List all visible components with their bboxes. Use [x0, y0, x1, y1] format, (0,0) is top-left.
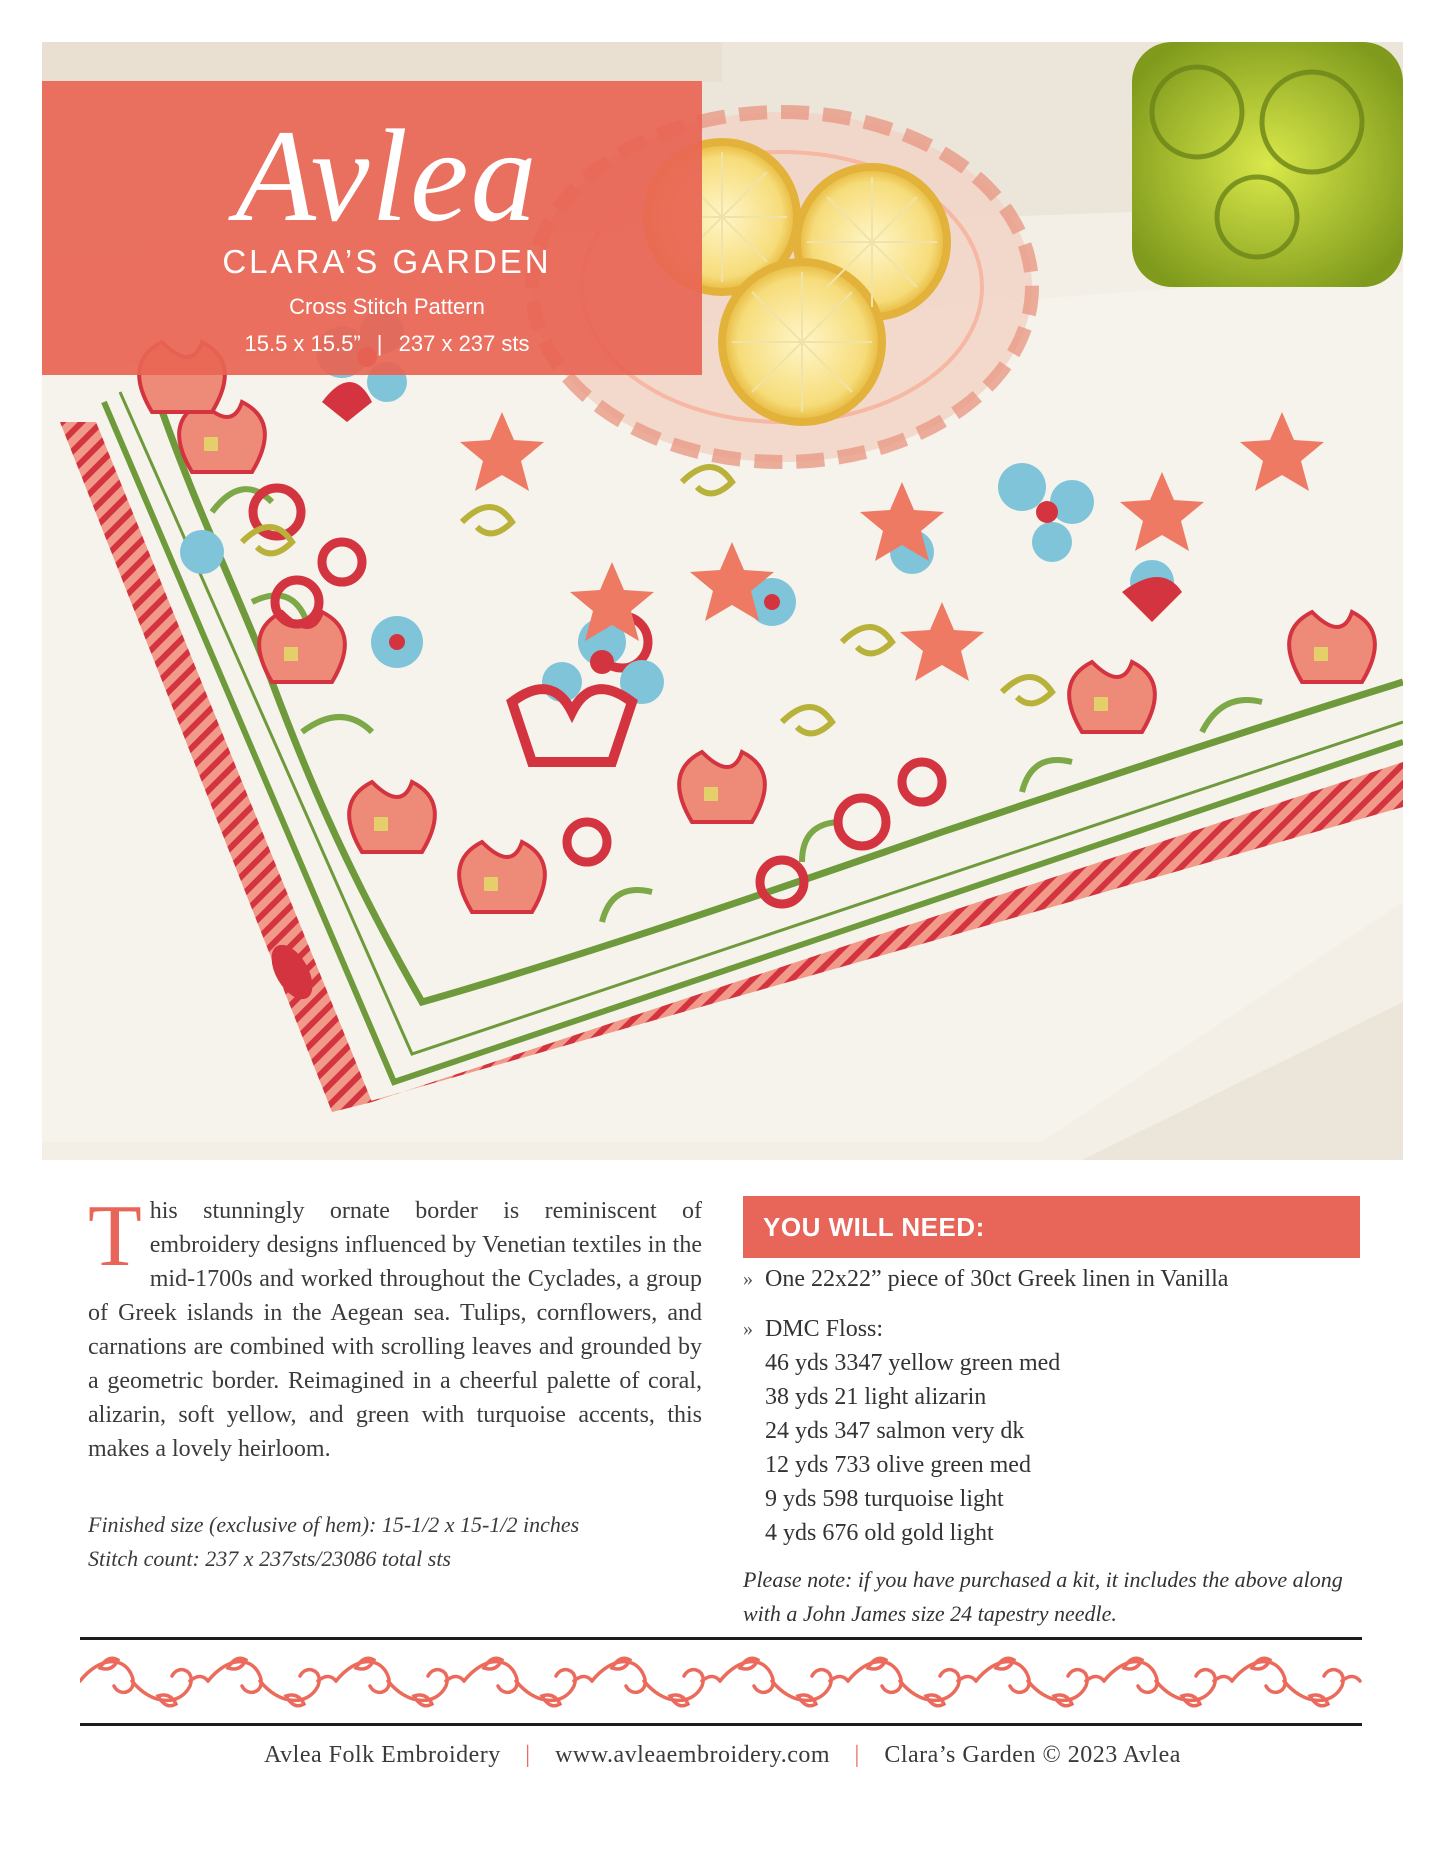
linen-item: [743, 1262, 1383, 1296]
dimension-divider: |: [376, 331, 383, 356]
floss-color: 24 yds 347 salmon very dk: [765, 1418, 1025, 1444]
bottom-rule: [80, 1723, 1362, 1726]
bullet-icon: »: [743, 1268, 753, 1290]
description: [88, 1188, 702, 1466]
floss-color: 12 yds 733 olive green med: [765, 1452, 1031, 1478]
floss-color: 9 yds 598 turquoise light: [765, 1486, 1004, 1512]
finished-size: 15.5 x 15.5”: [244, 331, 361, 356]
top-rule: [80, 1637, 1362, 1640]
pattern-dimensions: [42, 331, 702, 357]
footer-url[interactable]: www.avleaembroidery.com: [555, 1742, 831, 1768]
bullet-icon: »: [743, 1318, 753, 1340]
pattern-kind: Cross Stitch Pattern: [289, 294, 485, 319]
footer-separator: |: [854, 1742, 860, 1768]
scroll-ornament-band: [80, 1648, 1362, 1714]
floss-color: 38 yds 21 light alizarin: [765, 1384, 987, 1410]
description-body: his stunningly ornate border is reminiscent of embroidery designs influenced by Venetian textiles in the mid-1700s and worked throughout the Cyclades, a group of Greek islands in the Aegean sea. Tulips, cornflowers, and carnations are combined with scrolling leaves and grounded by a geometric border. Reimagined in a cheerful palette of coral, alizarin, soft yellow, and green with turquoise accents, this makes a lovely heirloom.: [88, 1198, 702, 1462]
pattern-meta: [88, 1508, 728, 1576]
finished-size-line: Finished size (exclusive of hem): 15-1/2 x 15-1/2 inches: [88, 1512, 580, 1537]
floss-title: DMC Floss:: [765, 1316, 884, 1342]
you-will-need-header: YOU WILL NEED:: [743, 1196, 1360, 1258]
linen-text: One 22x22” piece of 30ct Greek linen in Vanilla: [765, 1266, 1229, 1292]
stitch-size: 237 x 237 sts: [398, 331, 530, 356]
footer: [0, 1742, 1445, 1769]
title-panel: [42, 81, 702, 375]
kit-note: Please note: if you have purchased a kit, it includes the above along with a John James size 24 tapestry needle.: [743, 1567, 1343, 1626]
floss-item: [743, 1312, 1383, 1346]
floss-color: 4 yds 676 old gold light: [765, 1520, 994, 1546]
green-glass: [1132, 42, 1403, 287]
pattern-name: CLARA’S GARDEN: [222, 243, 552, 280]
materials-list: [743, 1262, 1383, 1550]
brand-title: Avlea: [235, 102, 539, 249]
drop-cap: T: [88, 1188, 142, 1285]
floss-color: 46 yds 3347 yellow green med: [765, 1350, 1061, 1376]
footer-copyright: Clara’s Garden © 2023 Avlea: [884, 1742, 1181, 1768]
footer-separator: |: [525, 1742, 531, 1768]
stitch-count-line: Stitch count: 237 x 237sts/23086 total sts: [88, 1546, 451, 1571]
footer-brand: Avlea Folk Embroidery: [264, 1742, 501, 1768]
